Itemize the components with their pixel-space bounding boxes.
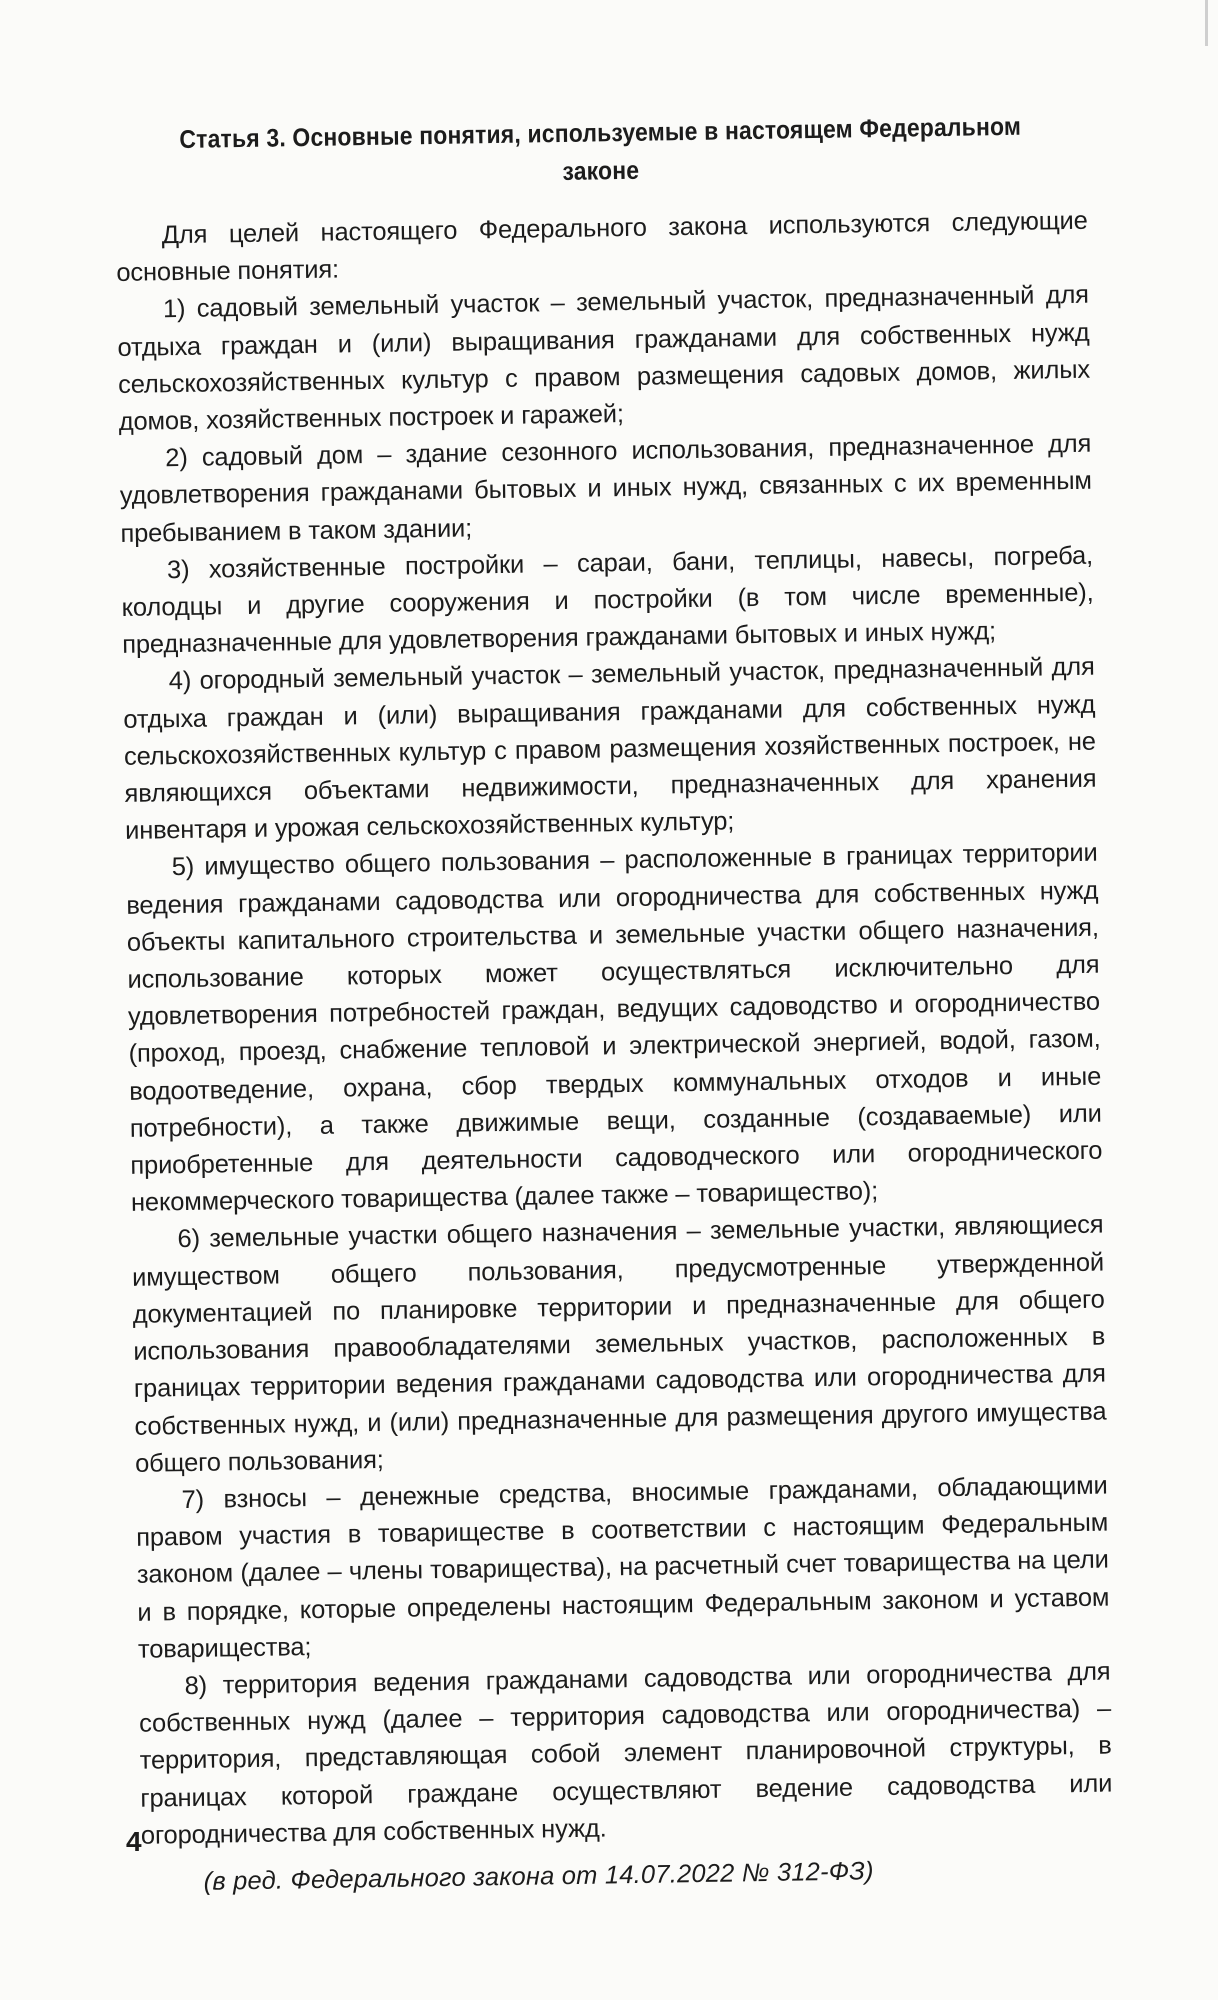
definition-item-2: 2) садовый дом – здание сезонного использования, предназначенное для удовлетворения гражданами бытовых и иных нужд, связанных с их временным пребыванием в таком здании; bbox=[119, 429, 1092, 548]
article-title-line-2: законе bbox=[562, 156, 640, 186]
definition-item-6: 6) земельные участки общего назначения – земельные участки, являющиеся имуществом общего пользования, предусмотренные утвержденной документацией по планировке территории и предназначенные для общего использования правообладателями земельных участков, расположенных в границах территории ведения гражданами садоводства или огородничества для собственных нужд, и (или) предназначенные для размещения другого имущества общего пользования; bbox=[131, 1211, 1107, 1478]
definition-item-3: 3) хозяйственные постройки – сараи, бани, теплицы, навесы, погреба, колодцы и другие сооружения и постройки (в том числе временные), предназначенные для удовлетворения гражданами бытовых и иных нужд; bbox=[121, 541, 1094, 660]
article-body bbox=[114, 107, 1114, 1902]
amendment-note: (в ред. Федерального закона от 14.07.2022 № 312-ФЗ) bbox=[203, 1857, 874, 1896]
definition-item-5: 5) имущество общего пользования – расположенные в границах территории ведения гражданами садоводства или огородничества для собственных нужд объекты капитального строительства и земельные участки общего назначения, использование которых может осуществляться исключительно для удовлетворения потребностей граждан, ведущих садоводство и огородничество (проход, проезд, снабжение тепловой и электрической энергией, водой, газом, водоотведение, охрана, сбор твердых коммунальных отходов и иные потребности), а также движимые вещи, созданные (создаваемые) или приобретенные для деятельности садоводческого или огороднического некоммерческого товарищества (далее также – товарищество); bbox=[126, 839, 1103, 1218]
definition-item-1: 1) садовый земельный участок – земельный участок, предназначенный для отдыха граждан и (или) выращивания гражданами для собственных нужд сельскохозяйственных культур с правом размещения садовых домов, жилых домов, хозяйственных построек и гаражей; bbox=[117, 281, 1091, 436]
article-intro: Для целей настоящего Федерального закона используются следующие основные понятия: bbox=[116, 206, 1088, 288]
definition-item-7: 7) взносы – денежные средства, вносимые гражданами, обладающими правом участия в товариществе в соответствии с настоящим Федеральным законом (далее – члены товарищества), на расчетный счет товарищества на цели и в порядке, которые определены настоящим Федеральным законом и уставом товарищества; bbox=[136, 1471, 1110, 1664]
page-edge-mark bbox=[1205, 0, 1208, 46]
page-number: 4 bbox=[126, 1826, 142, 1857]
article-title bbox=[163, 107, 1039, 197]
definition-item-8: 8) территория ведения гражданами садоводства или огородничества для собственных нужд (далее – территория садоводства или огородничества) – территория, представляющая собой элемент планировочной структуры, в границах которой граждане осуществляют ведение садоводства или огородничества для собственных нужд. bbox=[138, 1657, 1113, 1850]
definition-item-4: 4) огородный земельный участок – земельный участок, предназначенный для отдыха граждан и (или) выращивания гражданами для собственных нужд сельскохозяйственных культур с правом размещения хозяйственных построек, не являющихся объектами недвижимости, предназначенных для хранения инвентаря и урожая сельскохозяйственных культур; bbox=[123, 653, 1097, 846]
article-title-line-1: Статья 3. Основные понятия, используемые в настоящем Федеральном bbox=[179, 112, 1022, 154]
